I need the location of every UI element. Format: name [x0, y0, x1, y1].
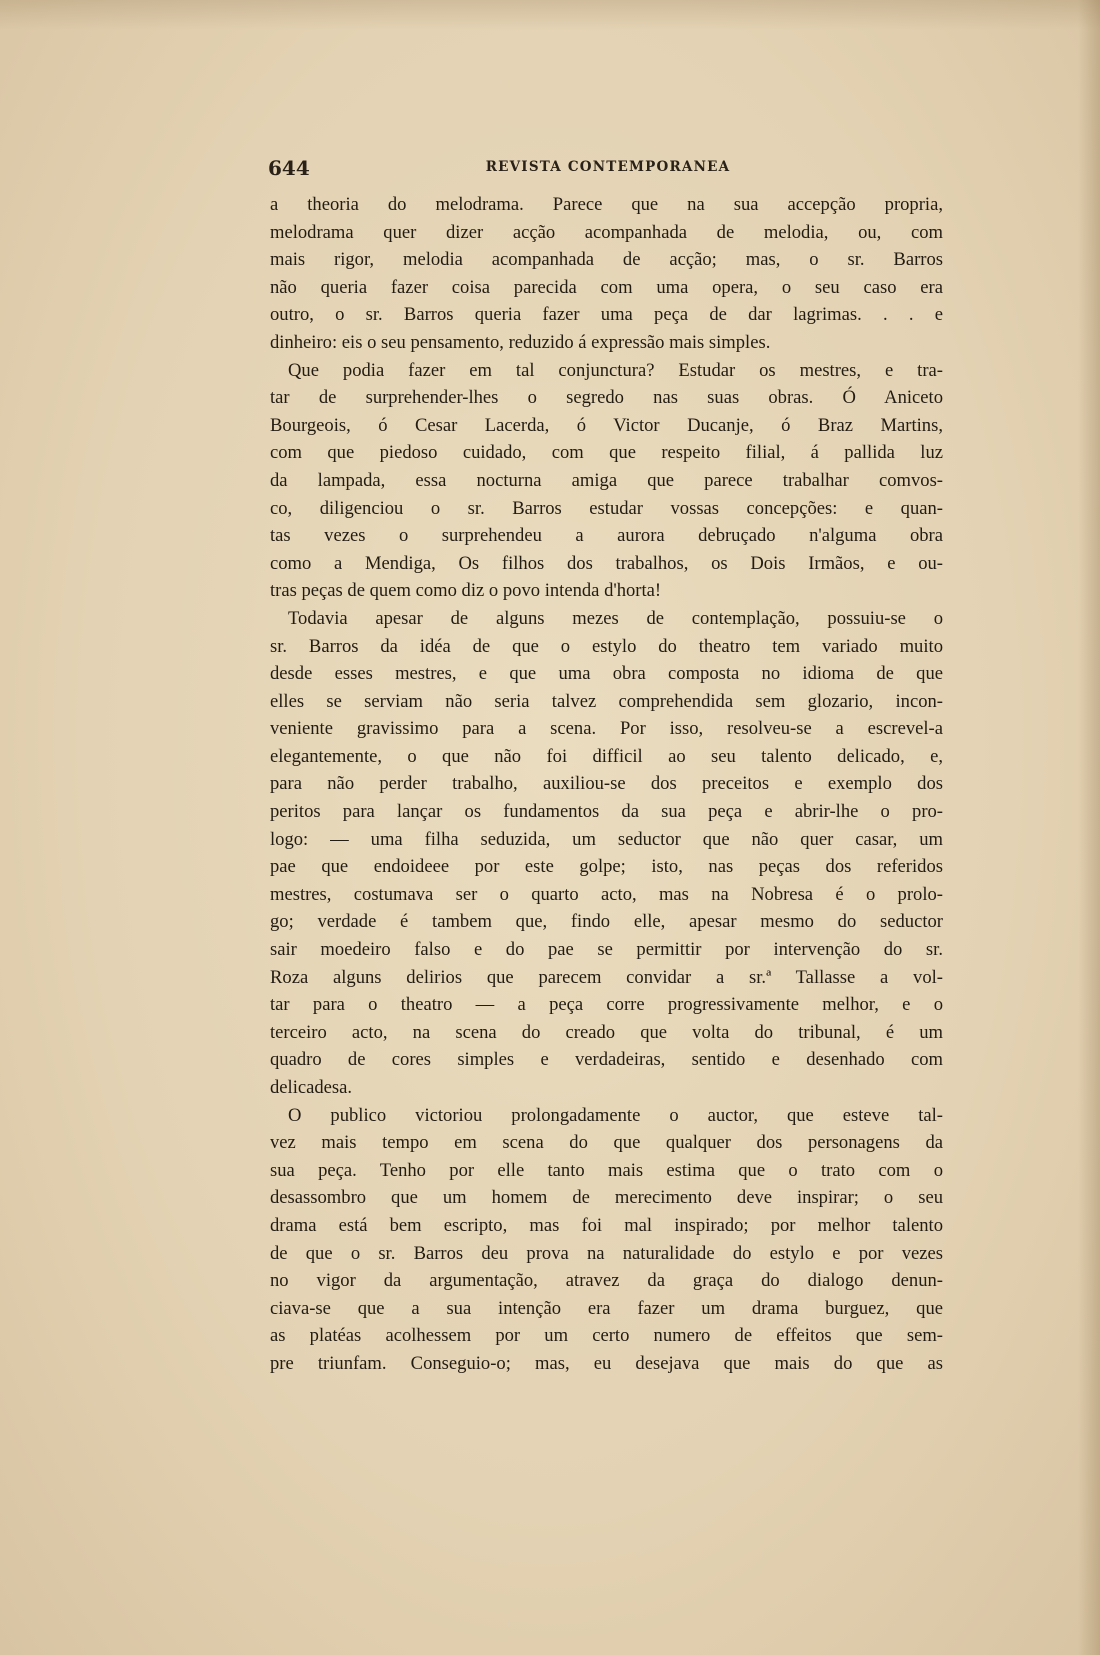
body-text	[270, 191, 943, 1378]
text-line: dinheiro: eis o seu pensamento, reduzido á expressão mais simples.	[270, 331, 771, 353]
text-line: pae que endoideee por este golpe; isto, nas peças dos referidos	[270, 856, 943, 878]
text-line: Roza alguns delirios que parecem convidar a sr.ª Tallasse a vol-	[270, 966, 943, 988]
text-line: go; verdade é tambem que, findo elle, apesar mesmo do seductor	[270, 911, 943, 933]
page-top-shadow	[0, 0, 1100, 30]
text-line: Bourgeois, ó Cesar Lacerda, ó Victor Ducanje, ó Braz Martins,	[270, 414, 943, 436]
text-line: para não perder trabalho, auxiliou-se dos preceitos e exemplo dos	[270, 773, 943, 795]
text-line: no vigor da argumentação, atravez da graça do dialogo denun-	[270, 1270, 943, 1292]
page-edge-shadow	[1078, 0, 1100, 1655]
text-line: sua peça. Tenho por elle tanto mais estima que o trato com o	[270, 1159, 943, 1181]
text-line: terceiro acto, na scena do creado que volta do tribunal, é um	[270, 1021, 943, 1043]
text-line: logo: — uma filha seduzida, um seductor que não quer casar, um	[270, 828, 943, 850]
text-line: as platéas acolhessem por um certo numero de effeitos que sem-	[270, 1325, 943, 1347]
text-line: não queria fazer coisa parecida com uma opera, o seu caso era	[270, 276, 943, 298]
text-line: drama está bem escripto, mas foi mal inspirado; por melhor talento	[270, 1214, 943, 1236]
text-line: melodrama quer dizer acção acompanhada de melodia, ou, com	[270, 221, 943, 243]
page-number: 644	[268, 156, 310, 180]
text-line: pre triunfam. Conseguio-o; mas, eu desejava que mais do que as	[270, 1352, 943, 1374]
text-line: vez mais tempo em scena do que qualquer dos personagens da	[270, 1132, 943, 1154]
page-header	[268, 156, 948, 180]
text-line: sair moedeiro falso e do pae se permittir por intervenção do sr.	[270, 939, 943, 961]
text-line: co, diligenciou o sr. Barros estudar vossas concepções: e quan-	[270, 497, 943, 519]
text-line: de que o sr. Barros deu prova na naturalidade do estylo e por vezes	[270, 1242, 943, 1264]
text-line: veniente gravissimo para a scena. Por isso, resolveu-se a escrevel-a	[270, 718, 943, 740]
text-line: outro, o sr. Barros queria fazer uma peça de dar lagrimas. . . e	[270, 304, 943, 326]
text-line: Todavia apesar de alguns mezes de contemplação, possuiu-se o	[288, 607, 943, 629]
text-line: delicadesa.	[270, 1077, 353, 1098]
text-line: a theoria do melodrama. Parece que na sua accepção propria,	[270, 194, 943, 215]
text-line: O publico victoriou prolongadamente o auctor, que esteve tal-	[288, 1104, 943, 1126]
text-line: desde esses mestres, e que uma obra composta no idioma de que	[270, 663, 943, 685]
text-line: peritos para lançar os fundamentos da sua peça e abrir-lhe o pro-	[270, 801, 943, 823]
text-line: com que piedoso cuidado, com que respeito filial, á pallida luz	[270, 442, 943, 464]
text-line: como a Mendiga, Os filhos dos trabalhos, os Dois Irmãos, e ou-	[270, 552, 943, 574]
text-line: mais rigor, melodia acompanhada de acção; mas, o sr. Barros	[270, 249, 943, 271]
text-line: elles se serviam não seria talvez comprehendida sem glozario, incon-	[270, 690, 943, 712]
text-line: mestres, costumava ser o quarto acto, mas na Nobresa é o prolo-	[270, 883, 943, 905]
running-head: REVISTA CONTEMPORANEA	[485, 159, 731, 175]
text-line: sr. Barros da idéa de que o estylo do theatro tem variado muito	[270, 635, 943, 657]
text-line: tar para o theatro — a peça corre progressivamente melhor, e o	[270, 994, 943, 1016]
text-line: tas vezes o surprehendeu a aurora debruçado n'alguma obra	[270, 525, 943, 547]
text-line: Que podia fazer em tal conjunctura? Estudar os mestres, e tra-	[288, 359, 943, 381]
text-line: desassombro que um homem de merecimento deve inspirar; o seu	[270, 1187, 943, 1209]
text-line: ciava-se que a sua intenção era fazer um drama burguez, que	[270, 1297, 943, 1319]
text-line: tar de surprehender-lhes o segredo nas suas obras. Ó Aniceto	[270, 387, 943, 409]
text-line: da lampada, essa nocturna amiga que parece trabalhar comvos-	[270, 469, 943, 491]
text-line: elegantemente, o que não foi difficil ao seu talento delicado, e,	[270, 745, 943, 767]
text-line: tras peças de quem como diz o povo intenda d'horta!	[270, 580, 662, 602]
text-line: quadro de cores simples e verdadeiras, sentido e desenhado com	[270, 1049, 943, 1071]
